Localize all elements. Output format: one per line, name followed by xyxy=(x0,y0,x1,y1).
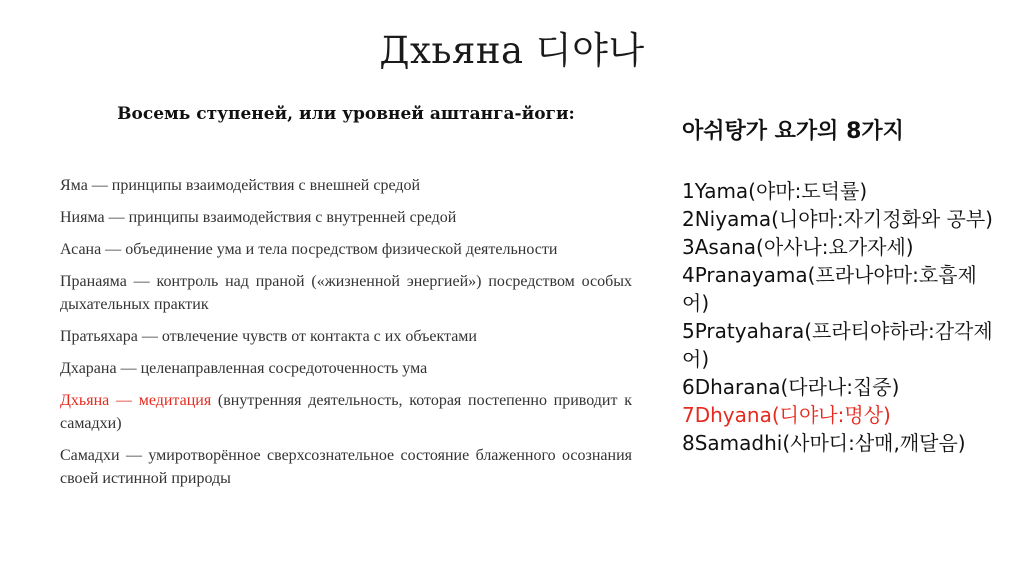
korean-stage-dhyana: 7Dhyana(디야나:명상) xyxy=(682,403,891,427)
stage-samadhi-text: Самадхи — умиротворённое сверхсознательное состояние блаженного осознания своей истинной природы xyxy=(60,447,632,487)
korean-stage-pratyahara: 5Pratyahara(프라티야하라:감각제어) xyxy=(682,319,993,371)
stage-pranayama-text: Пранаяма — контроль над праной («жизненной энергией») посредством особых дыхательных практик xyxy=(60,273,632,313)
stage-yama xyxy=(60,174,632,197)
korean-stages-column xyxy=(682,114,1002,457)
korean-stage-niyama: 2Niyama(니야마:자기정화와 공부) xyxy=(682,207,993,231)
stage-pratyahara xyxy=(60,325,632,348)
korean-stage-pranayama: 4Pranayama(프라나야마:호흡제어) xyxy=(682,263,977,315)
stage-dhyana-highlight: Дхьяна — медитация xyxy=(60,392,212,409)
stage-dharana-text: Дхарана — целенаправленная сосредоточенность ума xyxy=(60,360,428,377)
stage-dhyana-text: (внутренняя деятельность, которая постепенно приводит к самадхи) xyxy=(60,392,632,432)
slide-title: Дхьяна 디야나 xyxy=(379,29,645,72)
stage-yama-text: Яма — принципы взаимодействия с внешней средой xyxy=(60,177,421,194)
stage-asana xyxy=(60,238,632,261)
korean-heading: 아쉬탕가 요가의 8가지 xyxy=(682,119,904,144)
korean-stage-samadhi: 8Samadhi(사마디:삼매,깨달음) xyxy=(682,431,966,455)
stage-pratyahara-text: Пратьяхара — отвлечение чувств от контакта с их объектами xyxy=(60,328,477,345)
stage-dharana xyxy=(60,357,632,380)
korean-stage-yama: 1Yama(야마:도덕률) xyxy=(682,179,868,203)
korean-stage-dharana: 6Dharana(다라나:집중) xyxy=(682,375,900,399)
stage-dhyana xyxy=(60,389,632,435)
stage-niyama-text: Нияма — принципы взаимодействия с внутренней средой xyxy=(60,209,457,226)
russian-heading: Восемь ступеней, или уровней аштанга-йоги: xyxy=(117,104,575,124)
stage-niyama xyxy=(60,206,632,229)
stage-samadhi xyxy=(60,444,632,490)
stage-pranayama xyxy=(60,270,632,316)
stage-asana-text: Асана — объединение ума и тела посредством физической деятельности xyxy=(60,241,558,258)
russian-stages-column xyxy=(60,104,632,499)
korean-stage-asana: 3Asana(아사나:요가자세) xyxy=(682,235,914,259)
